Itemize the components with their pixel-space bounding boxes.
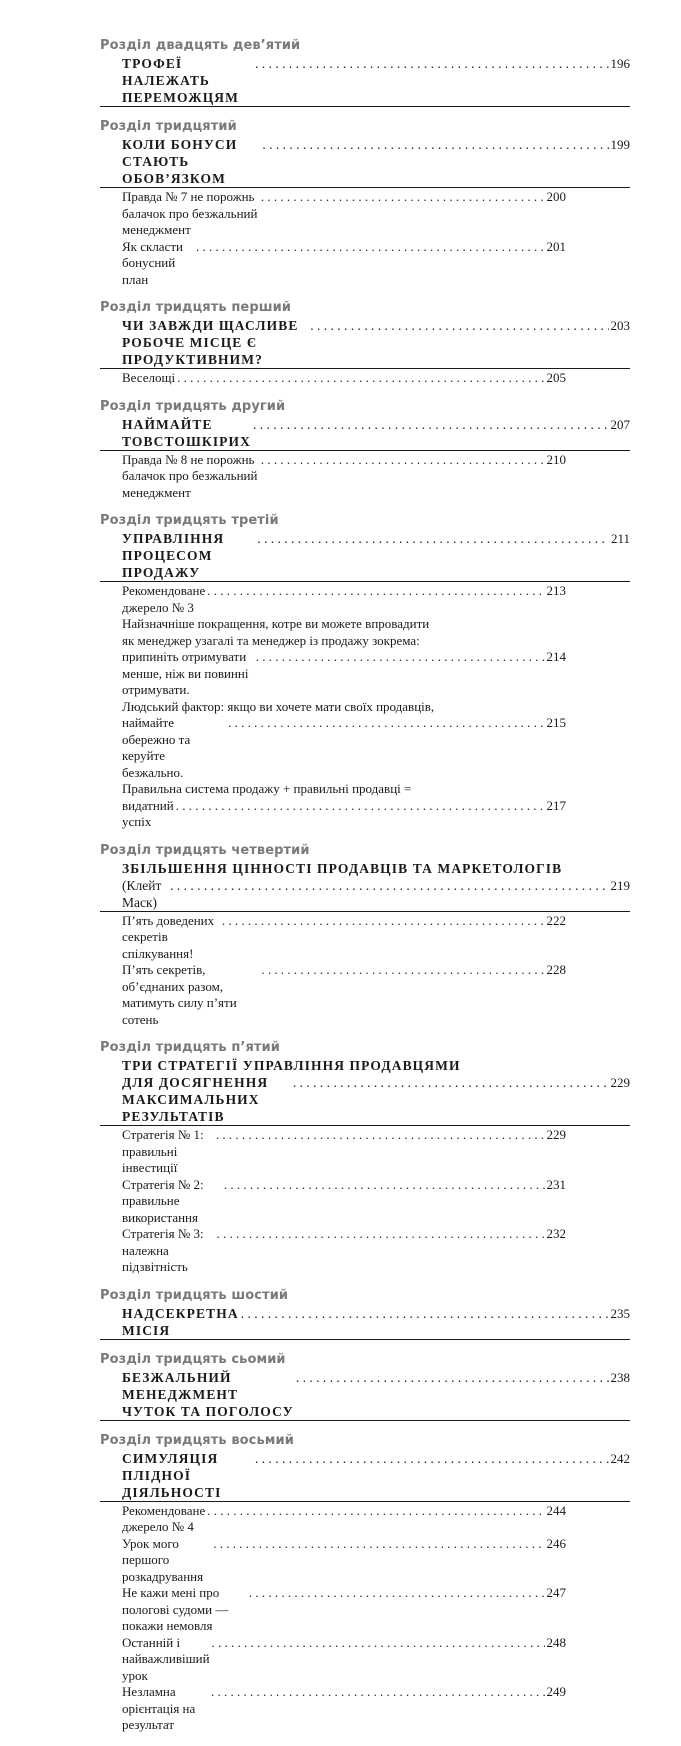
section-title: Правда № 8 не порожнь балачок про безжальний менеджмент <box>122 451 258 500</box>
dot-leader <box>262 136 608 153</box>
section-row <box>122 913 566 963</box>
section-entry[interactable] <box>122 370 566 387</box>
section-entry[interactable] <box>122 1177 566 1227</box>
chapter-label: Розділ двадцять дев’ятий <box>100 38 301 53</box>
section-entry[interactable] <box>122 452 566 502</box>
chapter-title[interactable]: ТРИ СТРАТЕГІЇ УПРАВЛІННЯ ПРОДАВЦЯМИ <box>122 1058 461 1073</box>
section-page: 210 <box>546 451 566 467</box>
chapter-page: 229 <box>610 1075 630 1090</box>
dot-leader <box>255 1450 609 1467</box>
section-entry[interactable] <box>122 616 566 699</box>
chapter-page: 203 <box>610 318 630 333</box>
section-page: 200 <box>546 189 566 204</box>
section-page: 248 <box>546 1634 566 1650</box>
chapter-title-line[interactable] <box>100 55 630 107</box>
dot-leader <box>253 416 609 433</box>
chapter-title-continued: (Клейт Маск) <box>122 877 162 910</box>
dot-leader <box>296 1369 609 1386</box>
chapter-title: НАДСЕКРЕТНА МІСІЯ <box>122 1305 239 1338</box>
dot-leader <box>207 583 544 600</box>
section-title: Стратегія № 3: належна підзвітність <box>122 1226 204 1274</box>
dot-leader <box>213 1536 544 1553</box>
section-row <box>122 1226 566 1276</box>
chapter-label: Розділ тридцять перший <box>100 300 292 315</box>
dot-leader <box>222 913 545 930</box>
section-entry[interactable] <box>122 1684 566 1734</box>
chapter-title-continued: ДЛЯ ДОСЯГНЕННЯ МАКСИМАЛЬНИХ РЕЗУЛЬТАТІВ <box>122 1075 269 1124</box>
dot-leader <box>261 962 544 979</box>
dot-leader <box>256 649 545 666</box>
section-title: Незламна орієнтація на результат <box>122 1684 196 1732</box>
section-title-line: Найзначніше покращення, котре ви можете впровадити <box>122 616 430 631</box>
section-page: 249 <box>546 1684 566 1699</box>
section-title: Урок мого першого розкадрування <box>122 1535 204 1584</box>
chapter-page: 242 <box>610 1450 630 1466</box>
dot-leader <box>261 452 545 469</box>
section-entry[interactable] <box>122 1226 566 1276</box>
table-of-contents <box>100 38 630 1746</box>
dot-leader <box>249 1585 545 1602</box>
dot-leader <box>211 1684 545 1701</box>
toc-chapter <box>100 1352 630 1421</box>
section-row <box>122 583 566 616</box>
section-page: 231 <box>546 1176 566 1192</box>
section-page: 205 <box>546 370 566 385</box>
section-title: П’ять секретів, об’єднаних разом, матимуть силу п’яти сотень <box>122 962 237 1027</box>
section-row <box>122 1503 566 1536</box>
chapter-label: Розділ тридцять п’ятий <box>100 1040 280 1055</box>
section-title: Як скласти бонусний план <box>122 238 183 287</box>
section-page: 213 <box>546 583 566 598</box>
chapter-title-line[interactable] <box>100 530 630 582</box>
section-list <box>100 913 630 1029</box>
dot-leader <box>228 715 544 732</box>
section-entry[interactable] <box>122 1503 566 1536</box>
section-page: 215 <box>546 715 566 730</box>
section-page: 232 <box>546 1226 566 1241</box>
section-row <box>122 1127 566 1177</box>
section-title: наймайте обережно та керуйте безжально. <box>122 715 191 780</box>
section-title: видатний успіх <box>122 797 174 829</box>
section-list <box>100 1503 630 1734</box>
dot-leader <box>224 1177 545 1194</box>
section-title-line: Правильна система продажу + правильні продавці = <box>122 781 412 796</box>
toc-chapter <box>100 38 630 107</box>
section-entry[interactable] <box>122 781 566 831</box>
chapter-title-line[interactable] <box>100 877 630 912</box>
chapter-title: НАЙМАЙТЕ ТОВСТОШКІРИХ <box>122 416 251 449</box>
chapter-title-line[interactable] <box>100 1369 630 1421</box>
section-row <box>122 1536 566 1586</box>
section-title: Не кажи мені про пологові судоми — покажи немовля <box>122 1585 229 1633</box>
section-title: Стратегія № 1: правильні інвестиції <box>122 1127 204 1175</box>
dot-leader <box>216 1127 545 1144</box>
section-title: П’ять доведених секретів спілкування! <box>122 912 215 961</box>
chapter-label: Розділ тридцять четвертий <box>100 842 310 858</box>
section-row <box>122 1635 566 1685</box>
section-row <box>122 1585 566 1635</box>
dot-leader <box>293 1074 609 1091</box>
section-row <box>122 798 566 831</box>
chapter-page: 235 <box>610 1305 630 1321</box>
toc-chapter <box>100 300 630 387</box>
section-row <box>122 239 566 289</box>
section-title-line: як менеджер узагалі та менеджер із продажу зокрема: <box>122 632 420 648</box>
section-row <box>122 370 566 387</box>
chapter-label: Розділ тридцять восьмий <box>100 1432 294 1448</box>
chapter-label: Розділ тридцять шостий <box>100 1287 289 1303</box>
section-page: 244 <box>546 1502 566 1518</box>
dot-leader <box>177 370 544 387</box>
chapter-page: 219 <box>610 877 630 893</box>
section-title: Останній і найважливіший урок <box>122 1634 210 1683</box>
section-entry[interactable] <box>122 189 566 239</box>
dot-leader <box>257 530 609 547</box>
section-list <box>100 189 630 288</box>
section-entry[interactable] <box>122 1635 566 1685</box>
section-entry[interactable] <box>122 1536 566 1586</box>
section-row <box>122 1177 566 1227</box>
dot-leader <box>170 877 608 894</box>
section-list <box>100 1127 630 1276</box>
section-row <box>122 452 566 502</box>
section-title: Рекомендоване джерело № 3 <box>122 583 206 615</box>
section-entry[interactable] <box>122 699 566 782</box>
section-page: 229 <box>546 1127 566 1142</box>
dot-leader <box>217 1226 545 1243</box>
section-page: 246 <box>546 1535 566 1551</box>
dot-leader <box>310 317 608 334</box>
chapter-page: 199 <box>610 137 630 152</box>
section-row <box>122 1684 566 1734</box>
section-entry[interactable] <box>122 583 566 616</box>
chapter-title: БЕЗЖАЛЬНИЙ МЕНЕДЖМЕНТ ЧУТОК ТА ПОГОЛОСУ <box>122 1369 294 1419</box>
section-title: припиніть отримувати менше, ніж ви повинні отримувати. <box>122 649 249 697</box>
chapter-title: ЧИ ЗАВЖДИ ЩАСЛИВЕ РОБОЧЕ МІСЦЕ Є ПРОДУКТИВНИМ? <box>122 318 299 367</box>
section-entry[interactable] <box>122 239 566 289</box>
chapter-title-line[interactable] <box>100 1074 630 1126</box>
section-title: Стратегія № 2: правильне використання <box>122 1176 204 1225</box>
section-list <box>100 370 630 387</box>
section-entry[interactable] <box>122 962 566 1028</box>
chapter-title-line[interactable] <box>100 416 630 451</box>
chapter-page: 207 <box>610 416 630 432</box>
toc-chapter <box>100 1288 630 1340</box>
section-entry[interactable] <box>122 1585 566 1635</box>
section-row <box>122 189 566 239</box>
toc-chapter <box>100 119 630 288</box>
chapter-title: УПРАВЛІННЯ ПРОЦЕСОМ ПРОДАЖУ <box>122 531 225 580</box>
section-entry[interactable] <box>122 913 566 963</box>
chapter-page: 238 <box>610 1369 630 1385</box>
chapter-title-line[interactable] <box>100 1450 630 1502</box>
chapter-title-line[interactable] <box>100 1305 630 1340</box>
section-page: 222 <box>546 912 566 928</box>
dot-leader <box>212 1635 545 1652</box>
toc-chapter <box>100 399 630 502</box>
chapter-title: СИМУЛЯЦІЯ ПЛІДНОЇ ДІЯЛЬНОСТІ <box>122 1450 222 1500</box>
section-page: 228 <box>546 962 566 977</box>
chapter-label: Розділ тридцять другий <box>100 398 286 414</box>
toc-chapter <box>100 1040 630 1276</box>
dot-leader <box>261 189 545 206</box>
section-list <box>100 452 630 502</box>
chapter-title-line[interactable] <box>100 136 630 188</box>
chapter-title[interactable]: ЗБІЛЬШЕННЯ ЦІННОСТІ ПРОДАВЦІВ ТА МАРКЕТОЛОГІВ <box>122 860 563 876</box>
section-row <box>122 649 566 699</box>
section-page: 201 <box>546 238 566 254</box>
chapter-page: 211 <box>610 531 630 546</box>
section-page: 214 <box>546 649 566 664</box>
section-page: 217 <box>546 797 566 813</box>
toc-chapter <box>100 513 630 831</box>
section-row <box>122 962 566 1028</box>
dot-leader <box>176 798 545 815</box>
dot-leader <box>207 1503 544 1520</box>
chapter-title: КОЛИ БОНУСИ СТАЮТЬ ОБОВ’ЯЗКОМ <box>122 137 238 186</box>
chapter-title-line[interactable] <box>100 317 630 369</box>
section-title: Рекомендоване джерело № 4 <box>122 1502 206 1534</box>
section-page: 247 <box>546 1585 566 1600</box>
section-title-line: Людський фактор: якщо ви хочете мати своїх продавців, <box>122 698 435 714</box>
toc-chapter <box>100 1433 630 1734</box>
dot-leader <box>196 239 545 256</box>
chapter-page: 196 <box>610 56 630 71</box>
chapter-label: Розділ тридцятий <box>100 119 237 134</box>
dot-leader <box>255 55 608 72</box>
dot-leader <box>241 1305 609 1322</box>
toc-chapter <box>100 843 630 1029</box>
section-title: Правда № 7 не порожнь балачок про безжальний менеджмент <box>122 189 258 237</box>
section-title: Веселощі <box>122 370 176 385</box>
chapter-title: ТРОФЕЇ НАЛЕЖАТЬ ПЕРЕМОЖЦЯМ <box>122 56 240 105</box>
chapter-label: Розділ тридцять третій <box>100 513 279 528</box>
chapter-label: Розділ тридцять сьомий <box>100 1351 286 1367</box>
section-list <box>100 583 630 831</box>
section-row <box>122 715 566 781</box>
section-entry[interactable] <box>122 1127 566 1177</box>
